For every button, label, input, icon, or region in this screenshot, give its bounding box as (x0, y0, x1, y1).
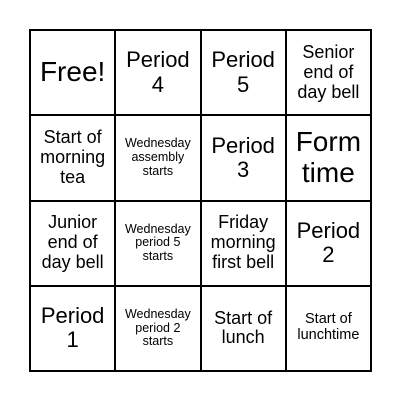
bingo-card (29, 29, 372, 372)
cell-text: Start of lunchtime (297, 311, 360, 344)
cell-text: Start of lunch (214, 307, 273, 348)
bingo-cell-start-of-morning-tea[interactable] (30, 115, 115, 200)
bingo-cell-period-2[interactable] (286, 201, 371, 286)
cell-text: Wednesday period 5 starts (124, 221, 191, 263)
cell-text: Start of morning tea (40, 127, 106, 187)
cell-text: Wednesday period 2 starts (124, 306, 191, 349)
cell-text: Period 1 (40, 303, 105, 353)
cell-text: Junior end of day bell (41, 212, 104, 273)
cell-text: Wednesday assembly starts (124, 136, 191, 178)
bingo-cell-form-time[interactable] (286, 115, 371, 200)
bingo-cell-friday-morning-first-bell[interactable] (201, 201, 286, 286)
bingo-cell-period-4[interactable] (115, 30, 200, 115)
cell-text: Period 5 (211, 47, 275, 97)
bingo-cell-start-of-lunchtime[interactable] (286, 286, 371, 371)
cell-text: Period 3 (211, 132, 275, 182)
cell-text: Form time (295, 126, 362, 188)
bingo-cell-period-3[interactable] (201, 115, 286, 200)
bingo-cell-period-1[interactable] (30, 286, 115, 371)
bingo-cell-free[interactable] (30, 30, 115, 115)
cell-text: Period 2 (296, 217, 361, 268)
bingo-cell-wednesday-period-2-starts[interactable] (115, 286, 200, 371)
bingo-cell-wednesday-period-5-starts[interactable] (115, 201, 200, 286)
bingo-cell-senior-end-of-day-bell[interactable] (286, 30, 371, 115)
cell-text: Free! (39, 56, 106, 88)
cell-text: Period 4 (126, 47, 190, 97)
bingo-cell-period-5[interactable] (201, 30, 286, 115)
cell-text: Friday morning first bell (210, 212, 276, 273)
bingo-cell-junior-end-of-day-bell[interactable] (30, 201, 115, 286)
bingo-cell-start-of-lunch[interactable] (201, 286, 286, 371)
bingo-cell-wednesday-assembly-starts[interactable] (115, 115, 200, 200)
cell-text: Senior end of day bell (297, 41, 360, 102)
